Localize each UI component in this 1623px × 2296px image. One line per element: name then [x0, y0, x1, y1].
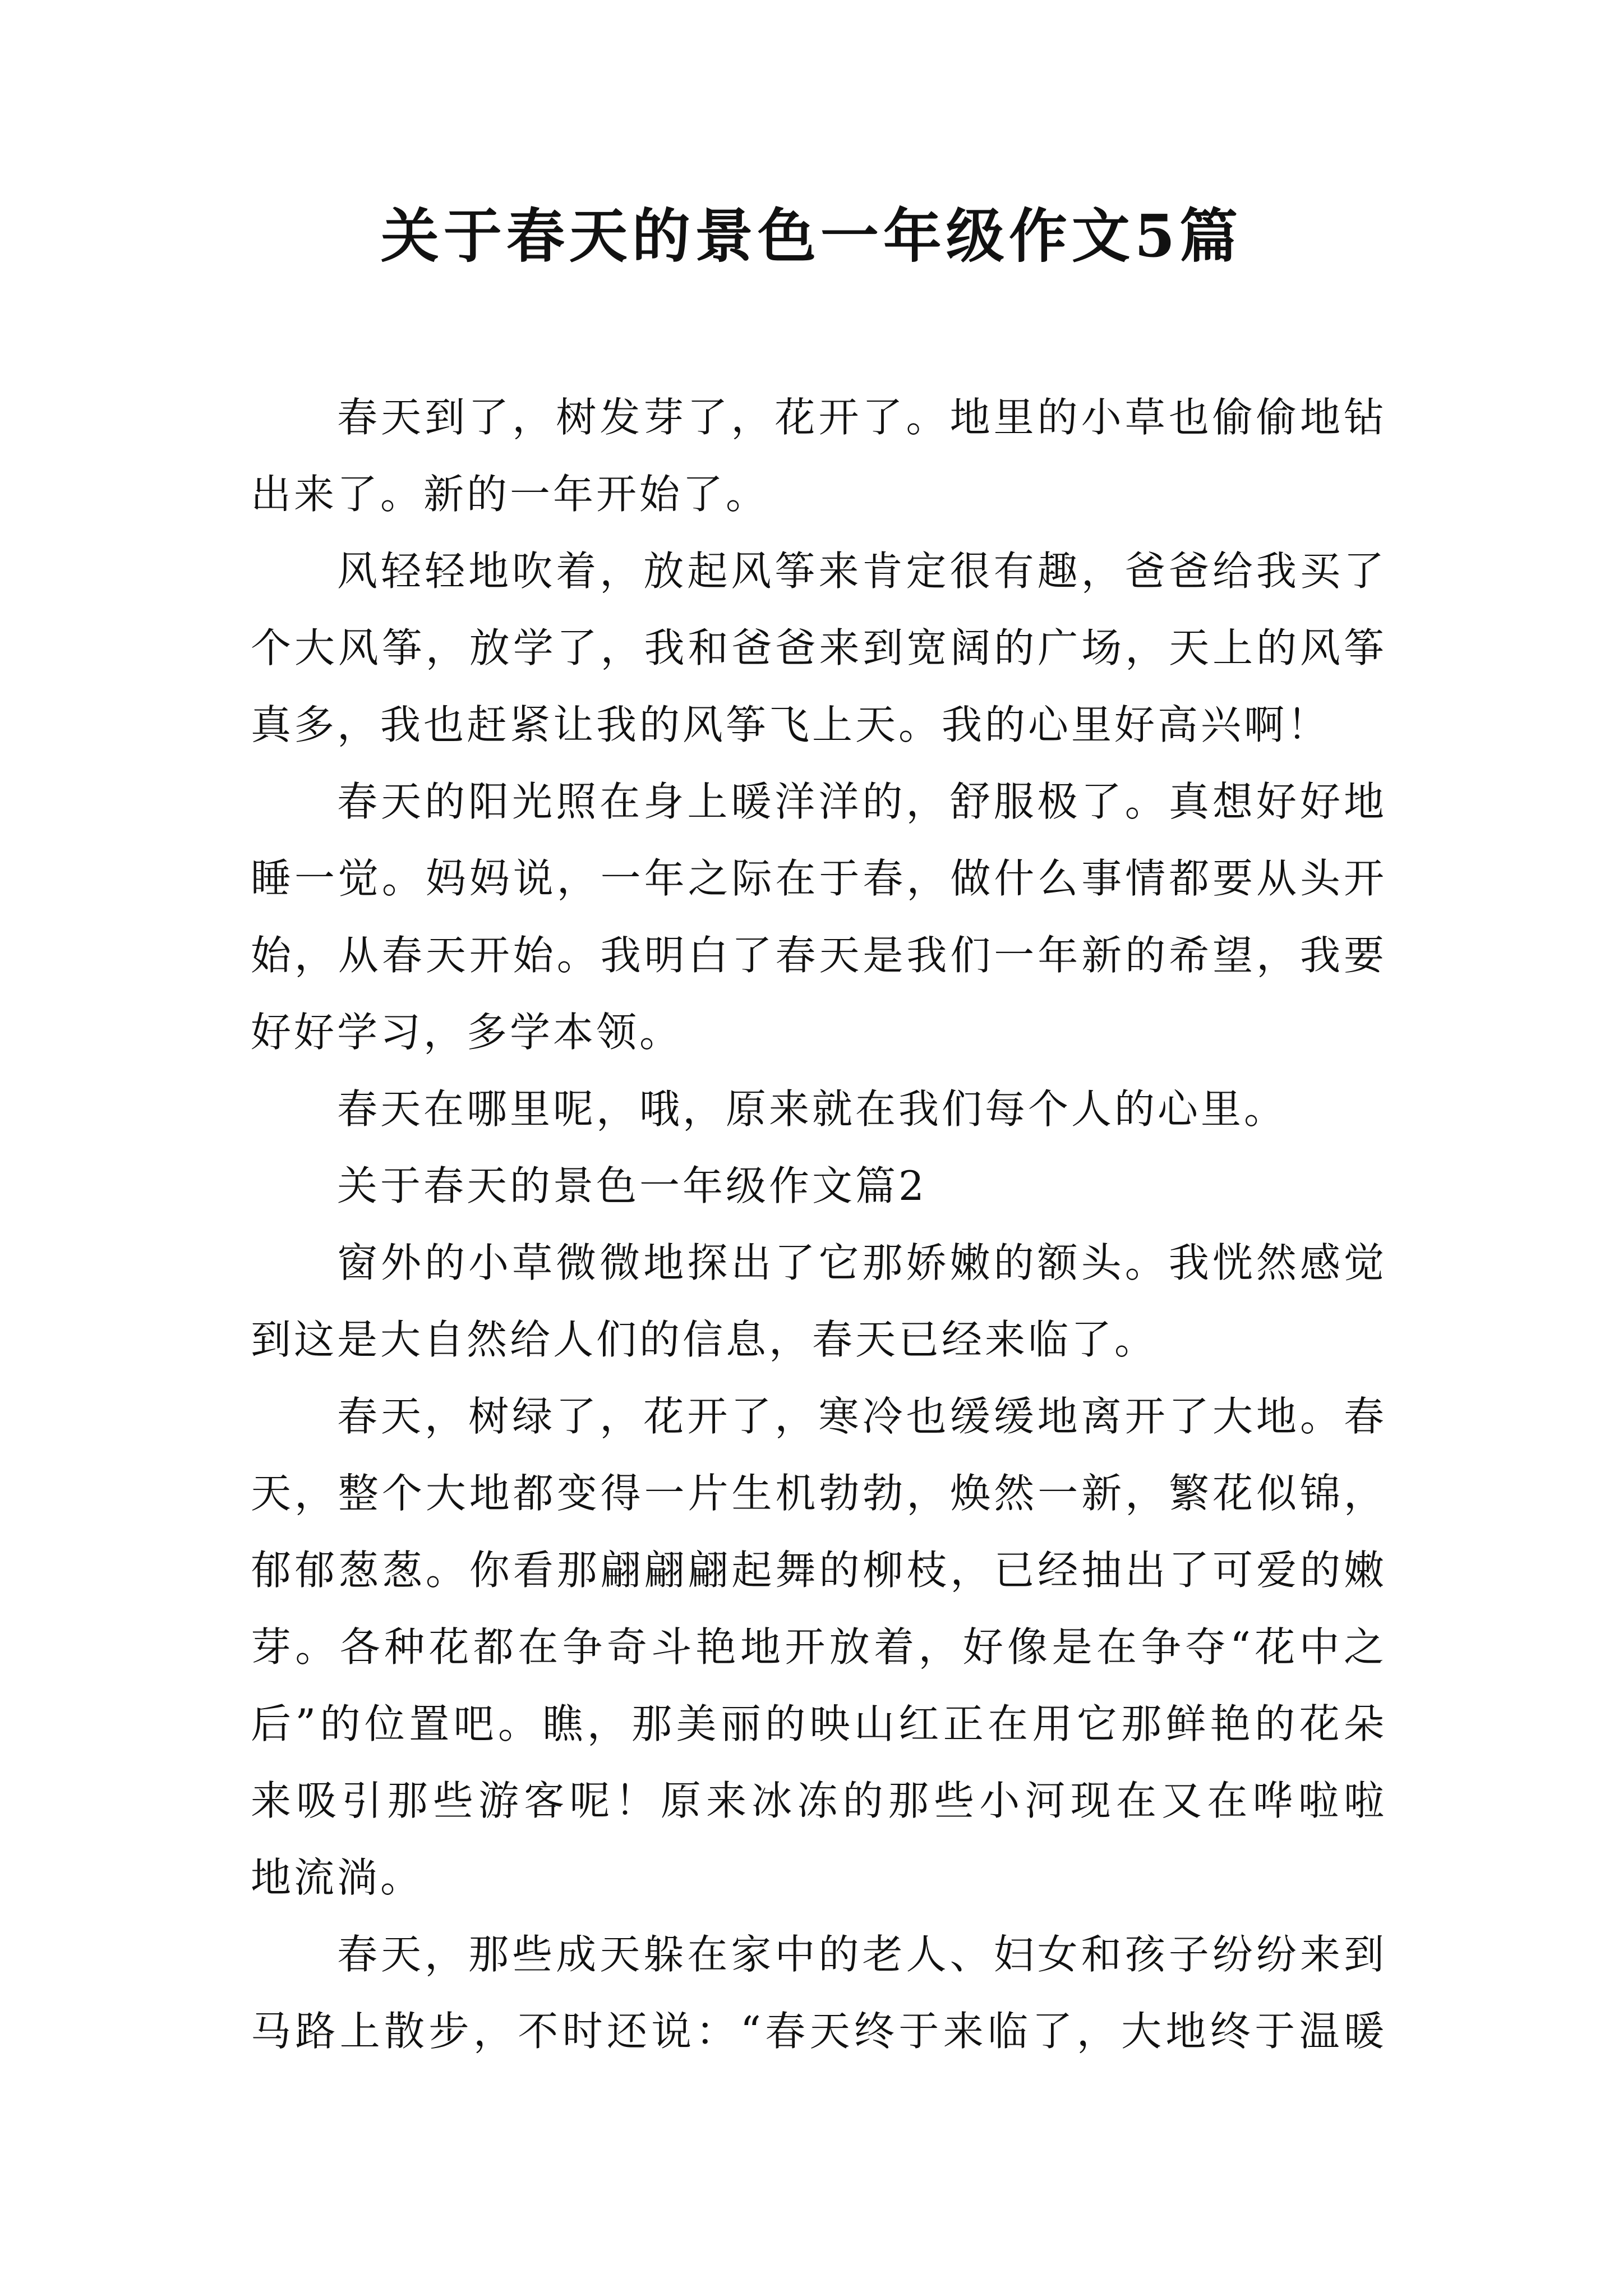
section-heading-line: 关于春天的景色一年级作文篇2: [337, 1162, 927, 1209]
paragraph-line: 真多，我也赶紧让我的风筝飞上天。我的心里好高兴啊！: [251, 701, 1331, 748]
document-title: 关于春天的景色一年级作文5篇: [380, 201, 1243, 270]
paragraph-line: 春天，树绿了，花开了，寒冷也缓缓地离开了大地。春: [337, 1393, 1387, 1440]
section-heading: [251, 1148, 1387, 1225]
paragraph: [251, 1378, 1387, 1916]
paragraph-line: 始，从春天开始。我明白了春天是我们一年新的希望，我要: [251, 932, 1387, 979]
paragraph: [251, 533, 1387, 763]
paragraph: [251, 763, 1387, 1071]
paragraph-line: 到这是大自然给人们的信息，春天已经来临了。: [251, 1316, 1158, 1363]
paragraph: [251, 379, 1387, 533]
paragraph-line: 郁郁葱葱。你看那翩翩翩起舞的柳枝，已经抽出了可爱的嫩: [251, 1547, 1387, 1594]
paragraph-line: 风轻轻地吹着，放起风筝来肯定很有趣，爸爸给我买了: [337, 547, 1387, 595]
paragraph: [251, 1071, 1387, 1148]
paragraph: [251, 1225, 1387, 1378]
paragraph-line: 芽。各种花都在争奇斗艳地开放着，好像是在争夺“花中之: [251, 1623, 1387, 1671]
paragraph-line: 睡一觉。妈妈说，一年之际在于春，做什么事情都要从头开: [251, 855, 1387, 902]
document-body: [251, 379, 1387, 2070]
paragraph-line: 后”的位置吧。瞧，那美丽的映山红正在用它那鲜艳的花朵: [251, 1700, 1387, 1747]
paragraph-line: 好好学习，多学本领。: [251, 1009, 683, 1056]
paragraph-line: 个大风筝，放学了，我和爸爸来到宽阔的广场，天上的风筝: [251, 624, 1387, 671]
paragraph-line: 春天，那些成天躲在家中的老人、妇女和孩子纷纷来到: [337, 1931, 1387, 1978]
paragraph-line: 春天的阳光照在身上暖洋洋的，舒服极了。真想好好地: [337, 778, 1387, 825]
paragraph-line: 来吸引那些游客呢！原来冰冻的那些小河现在又在哗啦啦: [251, 1777, 1387, 1824]
paragraph-line: 地流淌。: [251, 1854, 424, 1901]
paragraph-line: 天，整个大地都变得一片生机勃勃，焕然一新，繁花似锦，: [251, 1470, 1387, 1517]
paragraph-line: 春天在哪里呢，哦，原来就在我们每个人的心里。: [337, 1085, 1288, 1133]
paragraph-line: 窗外的小草微微地探出了它那娇嫩的额头。我恍然感觉: [337, 1239, 1387, 1286]
paragraph: [251, 1916, 1387, 2070]
paragraph-line: 春天到了，树发芽了，花开了。地里的小草也偷偷地钻: [337, 394, 1387, 441]
paragraph-line: 马路上散步，不时还说：“春天终于来临了，大地终于温暖: [251, 2008, 1387, 2055]
paragraph-line: 出来了。新的一年开始了。: [251, 471, 769, 518]
